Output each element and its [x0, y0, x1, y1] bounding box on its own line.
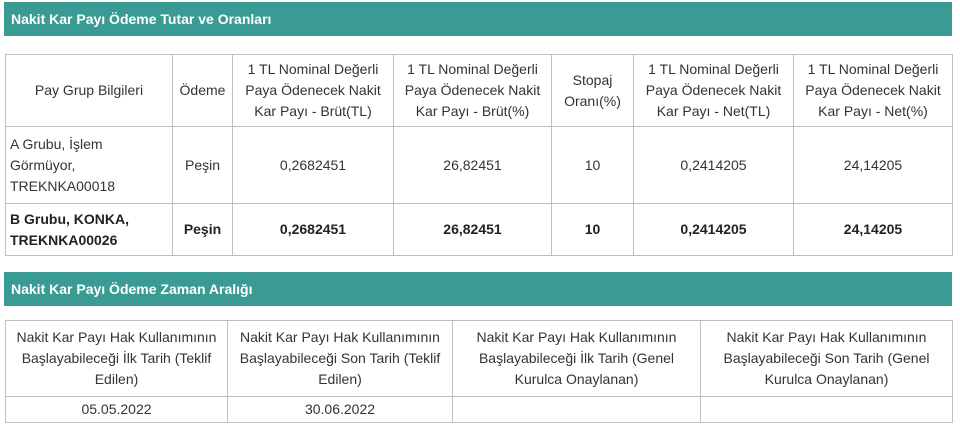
table-header-row [6, 321, 953, 397]
header-last-date-offered: Nakit Kar Payı Hak Kullanımının Başlayabileceği Son Tarih (Teklif Edilen) [228, 321, 453, 397]
header-first-date-offered: Nakit Kar Payı Hak Kullanımının Başlayabileceği İlk Tarih (Teklif Edilen) [6, 321, 228, 397]
cell-payment: Peşin [173, 127, 233, 204]
header-pay-group: Pay Grup Bilgileri [6, 55, 173, 127]
table-row [6, 204, 953, 256]
cell-payment: Peşin [173, 204, 233, 256]
cell-last-date-offered: 30.06.2022 [228, 397, 453, 423]
cell-net-pct: 24,14205 [794, 127, 953, 204]
cell-gross-pct: 26,82451 [394, 127, 552, 204]
cell-first-date-offered: 05.05.2022 [6, 397, 228, 423]
header-last-date-approved: Nakit Kar Payı Hak Kullanımının Başlayabileceği Son Tarih (Genel Kurulca Onaylanan) [701, 321, 953, 397]
header-gross-pct: 1 TL Nominal Değerli Paya Ödenecek Nakit Kar Payı - Brüt(%) [394, 55, 552, 127]
cell-net-tl: 0,2414205 [634, 127, 794, 204]
dividend-amounts-table [5, 54, 953, 256]
cell-net-pct: 24,14205 [794, 204, 953, 256]
header-first-date-approved: Nakit Kar Payı Hak Kullanımının Başlayabileceği İlk Tarih (Genel Kurulca Onaylanan) [453, 321, 701, 397]
header-net-pct: 1 TL Nominal Değerli Paya Ödenecek Nakit Kar Payı - Net(%) [794, 55, 953, 127]
section-header-payment-period: Nakit Kar Payı Ödeme Zaman Aralığı [4, 272, 952, 306]
cell-gross-pct: 26,82451 [394, 204, 552, 256]
table-header-row [6, 55, 953, 127]
header-payment: Ödeme [173, 55, 233, 127]
header-withholding-rate: Stopaj Oranı(%) [552, 55, 634, 127]
cell-pay-group: A Grubu, İşlem Görmüyor, TREKNKA00018 [6, 127, 173, 204]
cell-first-date-approved [453, 397, 701, 423]
cell-pay-group: B Grubu, KONKA, TREKNKA00026 [6, 204, 173, 256]
header-gross-tl: 1 TL Nominal Değerli Paya Ödenecek Nakit Kar Payı - Brüt(TL) [233, 55, 394, 127]
table-row [6, 127, 953, 204]
cell-withholding-rate: 10 [552, 127, 634, 204]
payment-period-table [5, 320, 953, 423]
table-row [6, 397, 953, 423]
section-header-dividend-amounts: Nakit Kar Payı Ödeme Tutar ve Oranları [4, 2, 952, 36]
cell-gross-tl: 0,2682451 [233, 204, 394, 256]
cell-net-tl: 0,2414205 [634, 204, 794, 256]
header-net-tl: 1 TL Nominal Değerli Paya Ödenecek Nakit Kar Payı - Net(TL) [634, 55, 794, 127]
cell-gross-tl: 0,2682451 [233, 127, 394, 204]
cell-last-date-approved [701, 397, 953, 423]
cell-withholding-rate: 10 [552, 204, 634, 256]
